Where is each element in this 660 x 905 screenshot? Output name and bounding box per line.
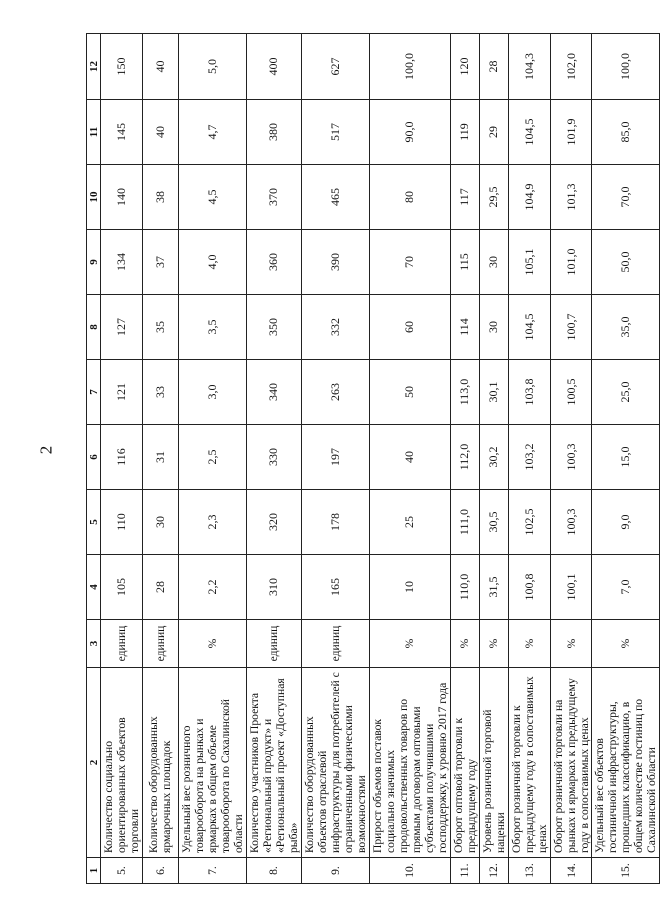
column-header: 6 <box>87 425 101 490</box>
table-row <box>508 34 550 884</box>
value-cell: 332 <box>301 295 369 360</box>
value-cell: 100,5 <box>550 360 592 425</box>
value-cell: 116 <box>101 425 143 490</box>
table-row <box>369 34 450 884</box>
value-cell: 104,5 <box>508 295 550 360</box>
value-cell: 30 <box>479 295 508 360</box>
value-cell: 80 <box>369 165 450 230</box>
row-number: 5. <box>101 858 143 884</box>
indicators-table <box>86 33 660 884</box>
value-cell: 101,9 <box>550 100 592 165</box>
value-cell: 112,0 <box>450 425 479 490</box>
unit-cell: % <box>479 620 508 668</box>
value-cell: 465 <box>301 165 369 230</box>
indicator-name: Оборот розничной торговли на рынках и ярмарках к предыдущему году в сопоставимых ценах <box>550 668 592 858</box>
column-header: 8 <box>87 295 101 360</box>
value-cell: 25,0 <box>592 360 660 425</box>
value-cell: 113,0 <box>450 360 479 425</box>
value-cell: 25 <box>369 490 450 555</box>
value-cell: 70,0 <box>592 165 660 230</box>
value-cell: 360 <box>246 230 301 295</box>
value-cell: 50 <box>369 360 450 425</box>
value-cell: 102,0 <box>550 34 592 100</box>
value-cell: 100,0 <box>592 34 660 100</box>
indicator-name: Количество оборудованных ярмарочных площадок <box>142 668 178 858</box>
value-cell: 35 <box>142 295 178 360</box>
column-header: 2 <box>87 668 101 858</box>
value-cell: 38 <box>142 165 178 230</box>
value-cell: 127 <box>101 295 143 360</box>
value-cell: 150 <box>101 34 143 100</box>
value-cell: 40 <box>142 100 178 165</box>
value-cell: 50,0 <box>592 230 660 295</box>
value-cell: 100,3 <box>550 490 592 555</box>
value-cell: 28 <box>479 34 508 100</box>
row-number: 15. <box>592 858 660 884</box>
value-cell: 310 <box>246 555 301 620</box>
value-cell: 90,0 <box>369 100 450 165</box>
page-number: 2 <box>36 445 56 455</box>
row-number: 6. <box>142 858 178 884</box>
value-cell: 30,1 <box>479 360 508 425</box>
value-cell: 29 <box>479 100 508 165</box>
value-cell: 110,0 <box>450 555 479 620</box>
value-cell: 3,5 <box>178 295 246 360</box>
column-header: 3 <box>87 620 101 668</box>
column-header: 9 <box>87 230 101 295</box>
value-cell: 100,8 <box>508 555 550 620</box>
indicator-name: Количество участников Проекта «Региональный продукт» и «Региональный проект «Доступная рыба» <box>246 668 301 858</box>
value-cell: 15,0 <box>592 425 660 490</box>
value-cell: 350 <box>246 295 301 360</box>
table-row <box>142 34 178 884</box>
value-cell: 380 <box>246 100 301 165</box>
value-cell: 30 <box>479 230 508 295</box>
unit-cell: % <box>592 620 660 668</box>
value-cell: 100,1 <box>550 555 592 620</box>
value-cell: 390 <box>301 230 369 295</box>
value-cell: 140 <box>101 165 143 230</box>
value-cell: 2,2 <box>178 555 246 620</box>
column-header: 12 <box>87 34 101 100</box>
value-cell: 2,5 <box>178 425 246 490</box>
value-cell: 119 <box>450 100 479 165</box>
row-number: 11. <box>450 858 479 884</box>
value-cell: 7,0 <box>592 555 660 620</box>
value-cell: 340 <box>246 360 301 425</box>
value-cell: 370 <box>246 165 301 230</box>
table-row <box>246 34 301 884</box>
unit-cell: единиц <box>301 620 369 668</box>
indicator-name: Удельный вес объектов гостиничной инфраструктуры, прошедших классификацию, в общем количестве гостиниц по Сахалинской области <box>592 668 660 858</box>
column-header: 4 <box>87 555 101 620</box>
indicator-name: Количество социально ориентированных объектов торговли <box>101 668 143 858</box>
table-row <box>301 34 369 884</box>
value-cell: 105 <box>101 555 143 620</box>
table-row <box>592 34 660 884</box>
indicator-name: Прирост объемов поставок социально значимых продовольственных товаров по прямым договорам оптовыми субъектами получившими господдержку, к уровню 2017 года <box>369 668 450 858</box>
table-row <box>479 34 508 884</box>
table-row <box>450 34 479 884</box>
row-number: 7. <box>178 858 246 884</box>
table-row <box>101 34 143 884</box>
value-cell: 31,5 <box>479 555 508 620</box>
unit-cell: % <box>508 620 550 668</box>
value-cell: 103,8 <box>508 360 550 425</box>
value-cell: 114 <box>450 295 479 360</box>
value-cell: 120 <box>450 34 479 100</box>
value-cell: 121 <box>101 360 143 425</box>
row-number: 10. <box>369 858 450 884</box>
value-cell: 85,0 <box>592 100 660 165</box>
row-number: 13. <box>508 858 550 884</box>
table-header-row <box>87 34 101 884</box>
value-cell: 145 <box>101 100 143 165</box>
column-header: 11 <box>87 100 101 165</box>
unit-cell: единиц <box>246 620 301 668</box>
value-cell: 134 <box>101 230 143 295</box>
value-cell: 31 <box>142 425 178 490</box>
column-header: 5 <box>87 490 101 555</box>
value-cell: 110 <box>101 490 143 555</box>
value-cell: 3,0 <box>178 360 246 425</box>
value-cell: 37 <box>142 230 178 295</box>
column-header: 10 <box>87 165 101 230</box>
value-cell: 320 <box>246 490 301 555</box>
indicator-name: Удельный вес розничного товарооборота на рынках и ярмарках в общем объеме товарооборота по Сахалинской области <box>178 668 246 858</box>
value-cell: 35,0 <box>592 295 660 360</box>
value-cell: 2,3 <box>178 490 246 555</box>
unit-cell: единиц <box>101 620 143 668</box>
value-cell: 197 <box>301 425 369 490</box>
value-cell: 105,1 <box>508 230 550 295</box>
value-cell: 33 <box>142 360 178 425</box>
column-header: 1 <box>87 858 101 884</box>
value-cell: 9,0 <box>592 490 660 555</box>
value-cell: 40 <box>369 425 450 490</box>
indicator-name: Оборот оптовой торговли к предыдущему году <box>450 668 479 858</box>
row-number: 9. <box>301 858 369 884</box>
value-cell: 517 <box>301 100 369 165</box>
indicator-name: Оборот розничной торговли к предыдущему году в сопоставимых ценах <box>508 668 550 858</box>
indicator-name: Количество оборудованных объектов отраслевой инфраструктуры для потребителей с ограниченными физическими возможностями <box>301 668 369 858</box>
value-cell: 30,5 <box>479 490 508 555</box>
value-cell: 10 <box>369 555 450 620</box>
row-number: 12. <box>479 858 508 884</box>
table-row <box>178 34 246 884</box>
table-row <box>550 34 592 884</box>
rotated-table-container <box>86 34 659 884</box>
value-cell: 60 <box>369 295 450 360</box>
value-cell: 28 <box>142 555 178 620</box>
value-cell: 627 <box>301 34 369 100</box>
value-cell: 30,2 <box>479 425 508 490</box>
value-cell: 4,0 <box>178 230 246 295</box>
indicator-name: Уровень розничной торговой наценки <box>479 668 508 858</box>
value-cell: 102,5 <box>508 490 550 555</box>
value-cell: 104,3 <box>508 34 550 100</box>
value-cell: 101,0 <box>550 230 592 295</box>
value-cell: 104,9 <box>508 165 550 230</box>
value-cell: 5,0 <box>178 34 246 100</box>
value-cell: 4,7 <box>178 100 246 165</box>
value-cell: 100,3 <box>550 425 592 490</box>
unit-cell: % <box>369 620 450 668</box>
unit-cell: % <box>550 620 592 668</box>
value-cell: 117 <box>450 165 479 230</box>
value-cell: 263 <box>301 360 369 425</box>
value-cell: 100,7 <box>550 295 592 360</box>
unit-cell: единиц <box>142 620 178 668</box>
value-cell: 101,3 <box>550 165 592 230</box>
row-number: 14. <box>550 858 592 884</box>
value-cell: 400 <box>246 34 301 100</box>
value-cell: 29,5 <box>479 165 508 230</box>
value-cell: 100,0 <box>369 34 450 100</box>
value-cell: 115 <box>450 230 479 295</box>
unit-cell: % <box>450 620 479 668</box>
value-cell: 4,5 <box>178 165 246 230</box>
unit-cell: % <box>178 620 246 668</box>
value-cell: 40 <box>142 34 178 100</box>
value-cell: 103,2 <box>508 425 550 490</box>
value-cell: 178 <box>301 490 369 555</box>
value-cell: 165 <box>301 555 369 620</box>
column-header: 7 <box>87 360 101 425</box>
value-cell: 70 <box>369 230 450 295</box>
value-cell: 30 <box>142 490 178 555</box>
row-number: 8. <box>246 858 301 884</box>
value-cell: 111,0 <box>450 490 479 555</box>
value-cell: 330 <box>246 425 301 490</box>
value-cell: 104,5 <box>508 100 550 165</box>
